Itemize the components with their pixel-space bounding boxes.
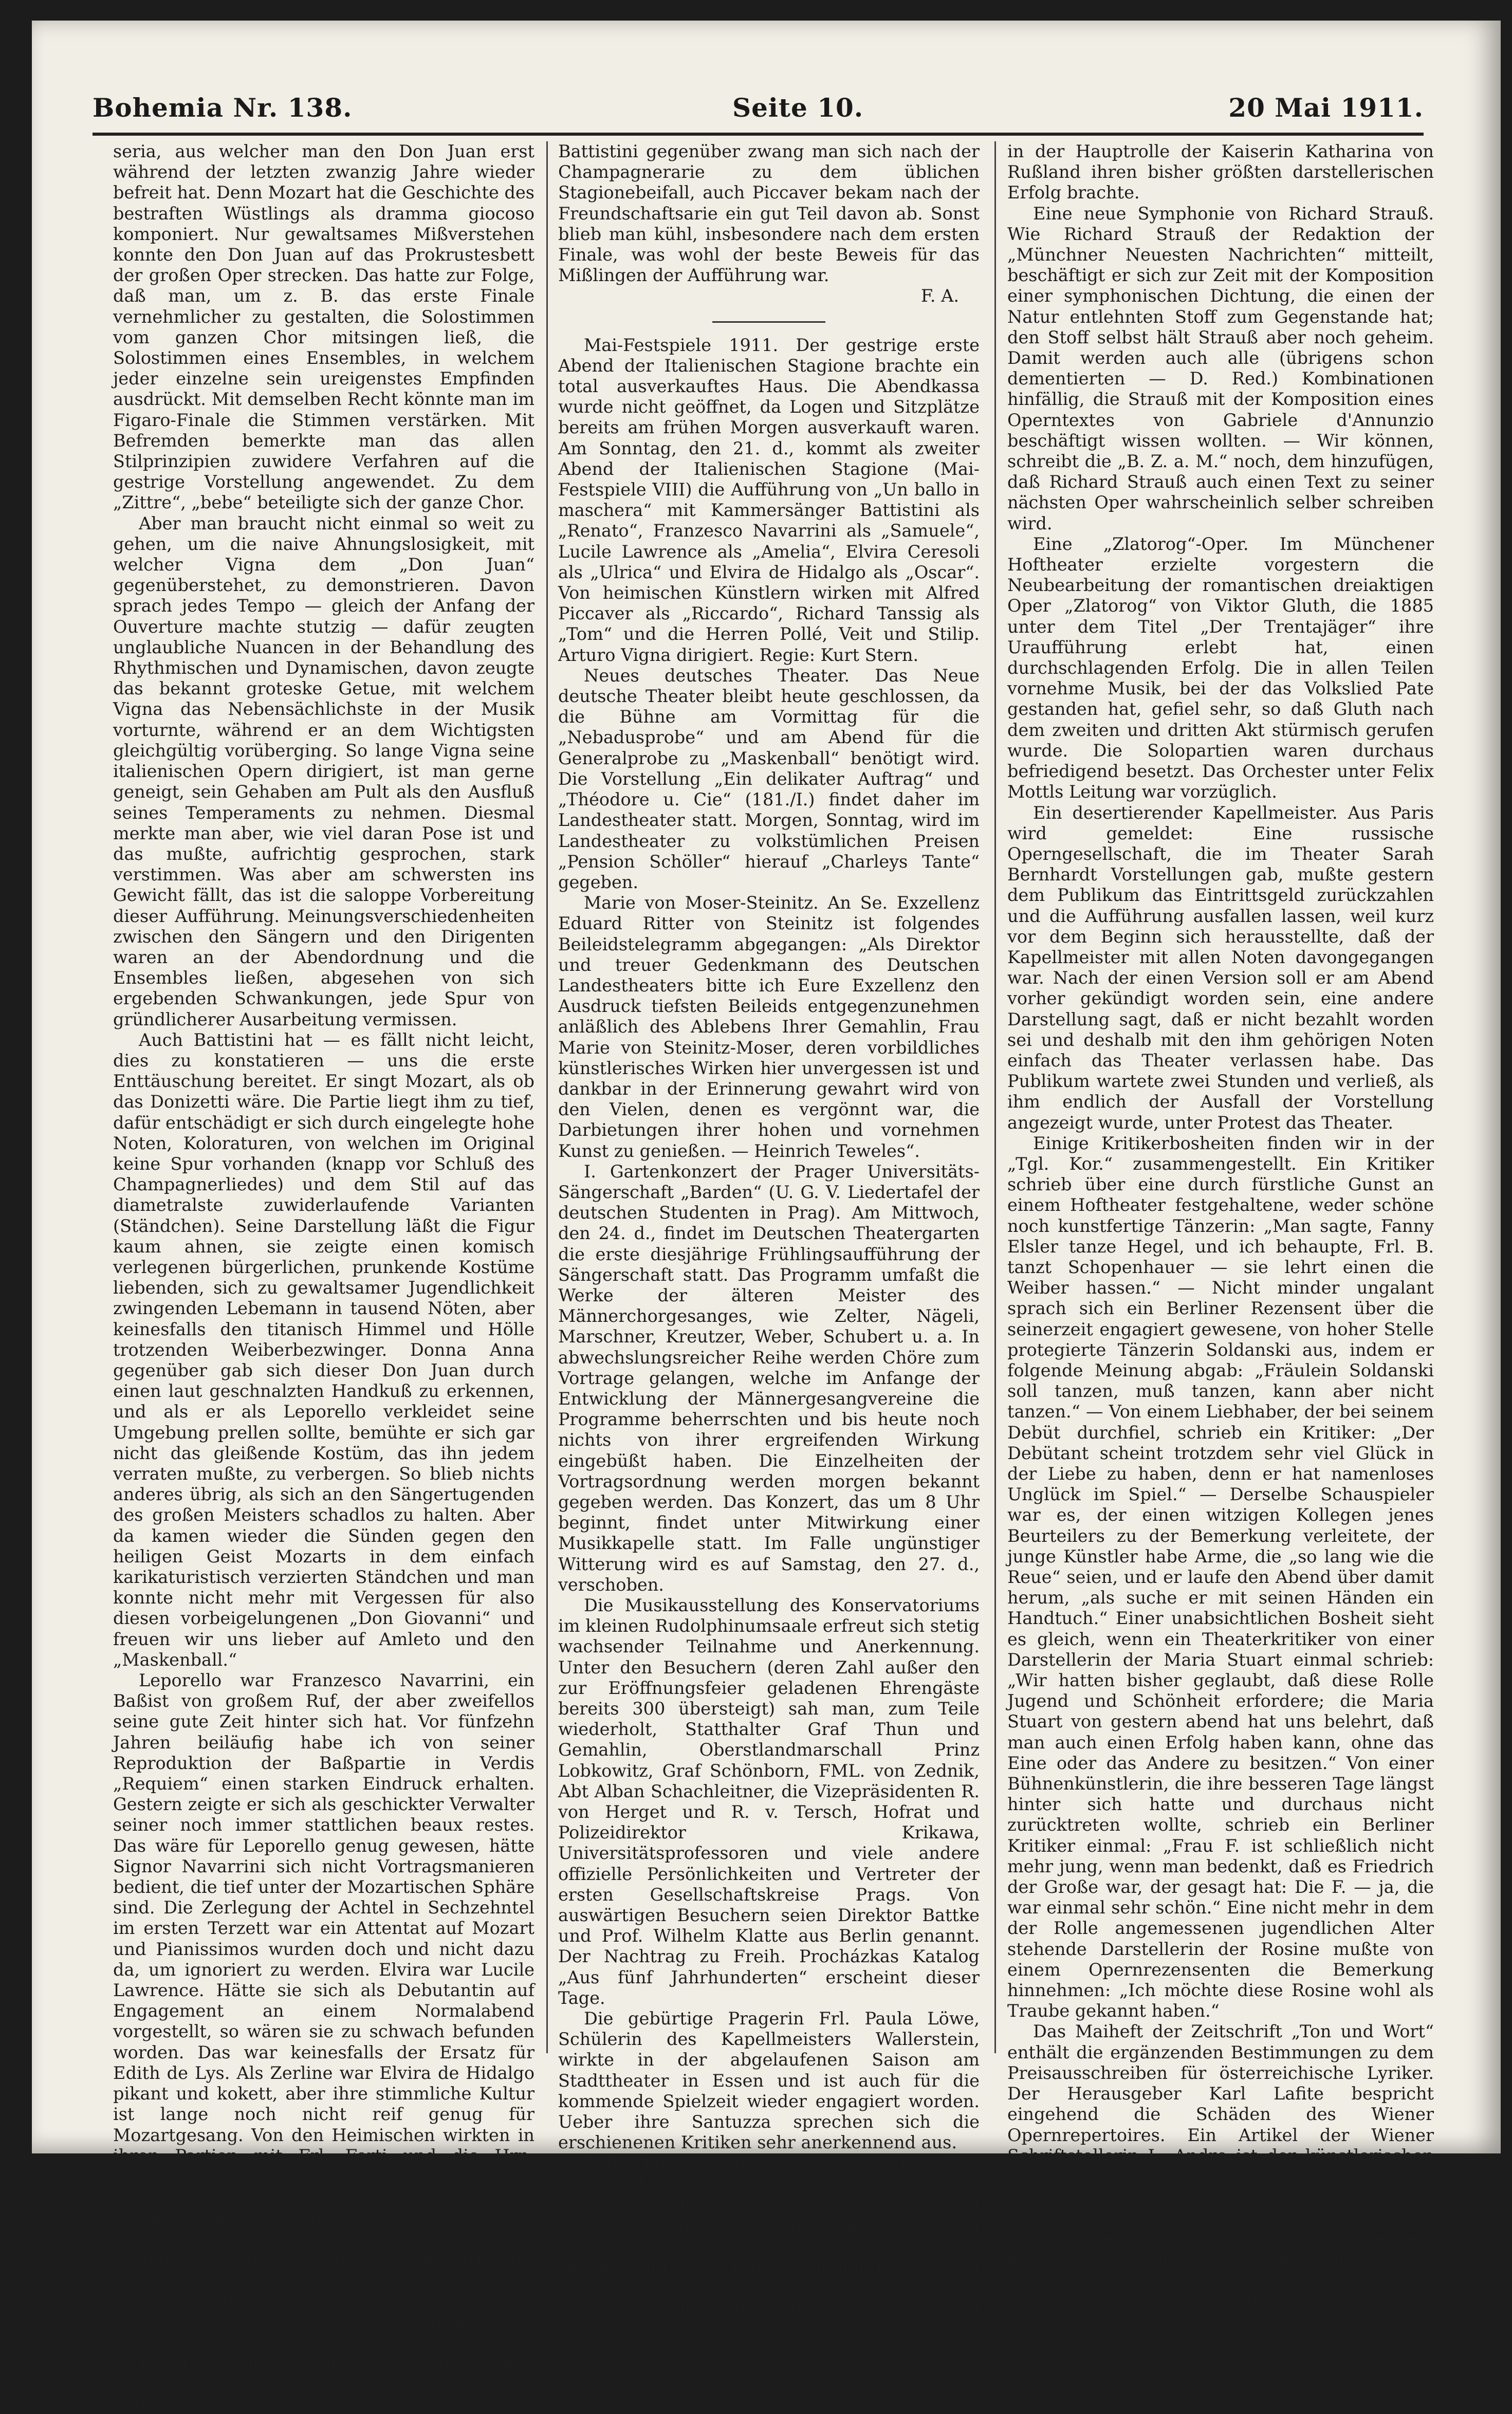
news-item-zlatorog: Eine „Zlatorog“-Oper. Im Münchener Hoftheater erzielte vorgestern die Neubearbeitung der romantischen dreiaktigen Oper „Zlatorog“ von Viktor Gluth, die 1885 unter dem Titel „Der Trentajäger“ ihre Uraufführung erlebt hat, einen durchschlagenden Erfolg. Die in allen Teilen vornehme Musik, bei der das Volkslied Pate gestanden hat, gefiel sehr, so daß Gluth nach dem zweiten und dritten Akt stürmisch gerufen wurde. Die Solopartien waren durchaus befriedigend besetzt. Das Orchester unter Felix Mottls Leitung war vorzüglich.	[1007, 533, 1434, 802]
news-item-moser-steinitz: Marie von Moser-Steinitz. An Se. Exzellenz Eduard Ritter von Steinitz ist folgendes Beileidstelegramm abgegangen: „Als Direktor und treuer Gedenkmann des Deutschen Landestheaters bitte ich Eure Exzellenz den Ausdruck tiefsten Beileids entgegenzunehmen anläßlich des Ablebens Ihrer Gemahlin, Frau Marie von Steinitz-Moser, deren vorbildliches künstlerisches Wirken hier unvergessen ist und dankbar in der Erinnerung gewahrt wird von den Vielen, denen es vergönnt war, die Darbietungen ihrer hohen und vornehmen Kunst zu genießen. — Heinrich Teweles“.	[558, 893, 980, 1161]
article-paragraph: in der Hauptrolle der Kaiserin Katharina von Rußland ihren bisher größten darstellerischen Erfolg brachte.	[1007, 141, 1434, 203]
header-rule	[93, 133, 1424, 136]
news-item-musikausstellung: Die Musikausstellung des Konservatoriums im kleinen Rudolphinumsaale erfreut sich stetig wachsender Teilnahme und Anerkennung. Unter den Besuchern (deren Zahl außer den zur Eröffnungsfeier geladenen Ehrengäste bereits 300 übersteigt) sah man, zum Teile wiederholt, Statthalter Graf Thun und Gemahlin, Oberstlandmarschall Prinz Lobkowitz, Graf Schönborn, FML. von Zednik, Abt Alban Schachleitner, die Vizepräsidenten R. von Herget und R. v. Tersch, Hofrat und Polizeidirektor Krikawa, Universitätsprofessoren und viele andere offizielle Persönlichkeiten und Vertreter der ersten Gesellschaftskreise Prags. Von auswärtigen Besuchern seien Direktor Battke und Prof. Wilhelm Klatte aus Berlin genannt. Der Nachtrag zu Freih. Procházkas Katalog „Aus fünf Jahrhunderten“ erscheint dieser Tage.	[558, 1595, 980, 2008]
article-paragraph: Aber man braucht nicht einmal so weit zu gehen, um die naive Ahnungslosigkeit, mit welcher Vigna dem „Don Juan“ gegenüberstehet, zu demonstrieren. Davon sprach jedes Tempo — gleich der Anfang der Ouverture machte stutzig — dafür zeugten unglaubliche Nuancen in der Behandlung des Rhythmischen und Dynamischen, davon zeugte das bekannt groteske Getue, mit welchem Vigna das Nebensächlichste in der Musik vorturnte, während er an dem Wichtigsten gleichgültig vorüberging. So lange Vigna seine italienischen Opern dirigiert, ist man gerne geneigt, sein Gehaben am Pult als den Ausfluß seines Temperaments zu nehmen. Diesmal merkte man aber, wie viel daran Pose ist und das mußte, aufrichtig gesprochen, stark verstimmen. Was aber am schwersten ins Gewicht fällt, das ist die saloppe Vorbereitung dieser Aufführung. Meinungsverschiedenheiten zwischen den Sängern und den Dirigenten waren an der Abendordnung und die Ensembles ließen, abgesehen von sich ergebenden Schwankungen, jede Spur von gründlicherer Ausarbeitung vermissen.	[113, 513, 534, 1029]
column-divider	[546, 141, 548, 2053]
news-item-paula-loewe: Die gebürtige Pragerin Frl. Paula Löwe, Schülerin des Kapellmeisters Wallerstein, wirkte in der abgelaufenen Saison am Stadttheater in Essen und ist auch für die kommende Spielzeit wieder engagiert worden. Ueber ihre Santuzza sprechen sich die erschienenen Kritiken sehr anerkennend aus.	[558, 2008, 980, 2153]
article-paragraph: Battistini gegenüber zwang man sich nach der Champagnerarie zu dem üblichen Stagionebeifall, auch Piccaver bekam nach der Freundschaftsarie ein gut Teil davon ab. Sonst blieb man kühl, insbesondere nach dem ersten Finale, was wohl der beste Beweis für das Mißlingen der Aufführung war.	[558, 141, 980, 286]
news-item-kritikerbosheiten: Einige Kritikerbosheiten finden wir in der „Tgl. Kor.“ zusammengestellt. Ein Kritiker schrieb über eine durch fürstliche Gunst an einem Hoftheater festgehaltene, weder schöne noch kunstfertige Tänzerin: „Man sagte, Fanny Elsler tanze Hegel, und ich behaupte, Frl. B. tanzt Schopenhauer — sie lehrt einen die Weiber hassen.“ — Nicht minder ungalant sprach sich ein Berliner Rezensent über die seinerzeit engagiert gewesene, von hoher Stelle protegierte Tänzerin Soldanski aus, indem er folgende Meinung abgab: „Fräulein Soldanski soll tanzen, muß tanzen, kann aber nicht tanzen.“ — Von einem Liebhaber, der bei seinem Debüt durchfiel, schrieb ein Kritiker: „Der Debütant scheint trotzdem sehr viel Glück in der Liebe zu haben, denn er hat namenloses Unglück im Spiel.“ — Derselbe Schauspieler war es, der einen witzigen Kollegen jenes Beurteilers zu der Bemerkung verleitete, der junge Künstler habe Arme, die „so lang wie die Reue“ seien, und er laufe den Abend über damit herum, „als suche er mit seinen Händen ein Handtuch.“ Einer unabsichtlichen Bosheit sieht es gleich, wenn ein Theaterkritiker von einer Darstellerin der Maria Stuart einmal schrieb: „Wir hatten bisher geglaubt, daß diese Rolle Jugend und Schönheit erfordere; die Maria Stuart von gestern abend hat uns belehrt, daß man auch einen Erfolg haben kann, ohne das Eine oder das Andere zu besitzen.“ Von einer Bühnenkünstlerin, die ihre besseren Tage längst hinter sich hatte und durchaus nicht zurücktreten wollte, schrieb ein Berliner Kritiker einmal: „Frau F. ist schließlich nicht mehr jung, wenn man bedenkt, daß es Friedrich der Große war, der gesagt hat: Die F. — ja, die war einmal sehr schön.“ Eine nicht mehr in dem der Rolle angemessenen jugendlichen Alter stehende Darstellerin der Rosine mußte von einem Opernrezensenten die Bemerkung hinnehmen: „Ich möchte diese Rosine wohl als Traube gekannt haben.“	[1007, 1133, 1434, 2021]
news-item-festspiele: Mai-Festspiele 1911. Der gestrige erste Abend der Italienischen Stagione brachte ein total ausverkauftes Haus. Die Abendkassa wurde nicht geöffnet, da Logen und Sitzplätze bereits am frühen Morgen ausverkauft waren. Am Sonntag, den 21. d., kommt als zweiter Abend der Italienischen Stagione (Mai-Festspiele VIII) die Aufführung von „Un ballo in maschera“ mit Kammersänger Battistini als „Renato“, Franzesco Navarrini als „Samuele“, Lucile Lawrence als „Amelia“, Elvira Ceresoli als „Ulrica“ und Elvira de Hidalgo als „Oscar“. Von heimischen Künstlern wirken mit Alfred Piccaver als „Riccardo“, Richard Tanssig als „Tom“ und die Herren Pollé, Veit und Stilip. Arturo Vigna dirigiert. Regie: Kurt Stern.	[558, 335, 980, 665]
news-item-theater: Neues deutsches Theater. Das Neue deutsche Theater bleibt heute geschlossen, da die Bühne am Vormittag für die „Nebadusprobe“ und am Abend für die Generalprobe zu „Maskenball“ benötigt wird. Die Vorstellung „Ein delikater Auftrag“ und „Théodore u. Cie“ (181./I.) findet daher im Landestheater statt. Morgen, Sonntag, wird im Landestheater zu volkstümlichen Preisen „Pension Schöller“ hierauf „Charleys Tante“ gegeben.	[558, 665, 980, 892]
news-item-strauss: Eine neue Symphonie von Richard Strauß. Wie Richard Strauß der Redaktion der „Münchner Neuesten Nachrichten“ mitteilt, beschäftigt er sich zur Zeit mit der Komposition einer symphonischen Dichtung, die einen der Natur entlehnten Stoff zum Gegenstande hat; den Stoff selbst hält Strauß aber noch geheim. Damit werden auch alle (übrigens schon dementierten — D. Red.) Kombinationen hinfällig, die Strauß mit der Komposition eines Operntextes von Gabriele d'Annunzio beschäftigt wissen wollten. — Wir können, schreibt die „B. Z. a. M.“ noch, dem hinzufügen, daß Richard Strauß auch einen Text zu seiner nächsten Oper wahrscheinlich selber schreiben wird.	[1007, 203, 1434, 533]
news-item-gartenkonzert: I. Gartenkonzert der Prager Universitäts-Sängerschaft „Barden“ (U. G. V. Liedertafel der deutschen Studenten in Prag). Am Mittwoch, den 24. d., findet im Deutschen Theatergarten die erste diesjährige Frühlingsaufführung der Sängerschaft statt. Das Programm umfaßt die Werke der älteren Meister des Männerchorgesanges, wie Zelter, Nägeli, Marschner, Kreutzer, Weber, Schubert u. a. In abwechslungsreicher Reihe werden Chöre zum Vortrage gelangen, welche im Anfange der Entwicklung der Männergesangvereine die Programme beherrschten und bis heute noch nichts von ihrer ergreifenden Wirkung eingebüßt haben. Die Einzelheiten der Vortragsordnung werden morgen bekannt gegeben werden. Das Konzert, das um 8 Uhr beginnt, findet unter Mitwirkung einer Musikkapelle statt. Im Falle ungünstiger Witterung wird es auf Samstag, den 27. d., verschoben.	[558, 1161, 980, 1595]
author-signature: F. A.	[920, 286, 959, 306]
news-item-ton-und-wort: Das Maiheft der Zeitschrift „Ton und Wort“ enthält die ergänzenden Bestimmungen zu dem Preisausschreiben für österreichische Lyriker. Der Herausgeber Karl Lafite bespricht eingehend die Schäden des Wiener Opernrepertoires. Ein Artikel der Wiener Schriftstellerin L. Andro ist der künstlerischen Persönlichkeit Hubermans gewidmet. Alfred Polgar, Paul Wertheimer, Richard Wengraf, Franz Theodor Csokor, Hugo Wolf, E. v. Filek und andere tragen mit glossierenden, novellistischen und lyrischen Beiträgen in diesem überaus reichhaltigen Heft vertreten. Redaktion und Verwaltung: Wien, 19. B., Hofzeile 27.	[1007, 2021, 1434, 2331]
page-number: Seite 10.	[732, 93, 864, 123]
news-item-kapellmeister: Ein desertierender Kapellmeister. Aus Paris wird gemeldet: Eine russische Operngesellschaft, die im Theater Sarah Bernhardt Vorstellungen gab, mußte gestern dem Publikum das Eintrittsgeld zurückzahlen und die Aufführung ausfallen lassen, weil kurz vor dem Beginn sich herausstellte, daß der Kapellmeister mit allen Noten davongegangen war. Nach der einen Version soll er am Abend vorher gekündigt worden sein, eine andere Darstellung sagt, daß er nicht bezahlt worden sei und deshalb mit den ihm gehörigen Noten einfach das Theater verlassen habe. Das Publikum wartete zwei Stunden und verließ, als ihm endlich der Ausfall der Vorstellung angezeigt wurde, unter Protest das Theater.	[1007, 802, 1434, 1133]
article-paragraph: Auch Battistini hat — es fällt nicht leicht, dies zu konstatieren — uns die erste Enttäuschung bereitet. Er singt Mozart, als ob das Donizetti wäre. Die Partie liegt ihm zu tief, dafür entschädigt er sich durch eingelegte hohe Noten, Koloraturen, von welchen im Original keine Spur vorhanden (knapp vor Schluß des Champagnerliedes) und dem Stil auf das diametralste zuwiderlaufende Varianten (Ständchen). Seine Darstellung läßt die Figur kaum ahnen, sie zeigte einen komisch verlegenen bürgerlichen, prunkende Kostüme liebenden, sich zu gewaltsamer Jugendlichkeit zwingenden Lebemann in tausend Nöten, aber keinesfalls den titanisch Himmel und Hölle trotzenden Weiberbezwinger. Donna Anna gegenüber gab sich dieser Don Juan durch einen laut geschnalzten Handkuß zu erkennen, und als er als Leporello verkleidet seine Umgebung prellen sollte, bemühte er sich gar nicht das gleißende Kostüm, das ihn jedem verraten mußte, zu verbergen. So blieb nichts anderes übrig, als sich an den Sängertugenden des großen Meisters schadlos zu halten. Aber da kamen wieder die Sünden gegen den heiligen Geist Mozarts in dem einfach karikaturistisch verzierten Ständchen und man konnte nicht mehr mit Vergessen für also diesen vorbeigelungenen „Don Giovanni“ und freuen wir uns lieber auf Amleto und den „Maskenball.“	[113, 1029, 534, 1670]
section-rule	[712, 321, 825, 323]
article-paragraph: Das Publikum, das dem Abend mit großen Erwartungen entgegengesehen hatte, war enttäuscht.	[113, 2352, 534, 2414]
masthead-issue: Bohemia Nr. 138.	[93, 93, 353, 123]
issue-date: 20 Mai 1911.	[1228, 93, 1424, 123]
page-header	[93, 77, 1424, 123]
article-paragraph: seria, aus welcher man den Don Juan erst während der letzten zwanzig Jahre wieder befreit hat. Denn Mozart hat die Geschichte des bestraften Wüstlings als dramma giocoso komponiert. Nur gewaltsames Mißverstehen konnte den Don Juan auf das Prokrustesbett der großen Oper strecken. Das hatte zur Folge, daß man, um z. B. das erste Finale vernehmlicher zu gestalten, die Solostimmen vom ganzen Chor mitsingen ließ, die Solostimmen eines Ensembles, in welchem jeder einzelne sein ureigenstes Empfinden ausdrückt. Mit demselben Recht könnte man im Figaro-Finale die Stimmen verstärken. Mit Befremden bemerkte man das allen Stilprinzipien zuwidere Verfahren auf die gestrige Vorstellung angewendet. Zu dem „Zittre“, „bebe“ beteiligte sich der ganze Chor.	[113, 141, 534, 513]
article-paragraph: Leporello war Franzesco Navarrini, ein Baßist von großem Ruf, der aber zweifellos seine gute Zeit hinter sich hat. Vor fünfzehn Jahren beiläufig habe ich von seiner Reproduktion der Baßpartie in Verdis „Requiem“ einen starken Eindruck erhalten. Gestern zeigte er sich als geschickter Verwalter seiner noch immer stattlichen beaux restes. Das wäre für Leporello genug gewesen, hätte Signor Navarrini sich nicht Vortragsmanieren bedient, die tief unter der Mozartischen Sphäre sind. Die Zerlegung der Achtel in Sechzehntel im ersten Terzett war ein Attentat auf Mozart und Pianissimos wurden doch und nicht dazu da, um ignoriert zu werden. Elvira war Lucile Lawrence. Hätte sie sich als Debutantin auf Engagement an einem Normalabend vorgestellt, so wären sie zu schwach befunden worden. Das war keinesfalls der Ersatz für Edith de Lys. Als Zerline war Elvira de Hidalgo pikant und kokett, aber ihre stimmliche Kultur ist lange noch nicht reif genug für Mozartgesang. Von den Heimischen wirkten in ihren Partien mit Frl. Forti und die Hrn. Piccaver, Frank u. Ed. Keiner von ihnen ist fest im Mozartstil aber den Italienern gegenüber erwiesen sie sich als dessen profunde Kenner. Fräulein Forti entschuldigt sich in einem Brief an die Kritik für den Entfall des Briefarie, mit dem Hinweis darauf, daß nach Vignas Ausspruch dieses Stück eine „dramatische Unmöglichkeit“ wäre und weder in Italien noch in Madrid und New-York gesungen werde.	[113, 1670, 534, 2352]
column-divider	[994, 141, 996, 2053]
column-2	[558, 141, 980, 2380]
column-1	[113, 141, 534, 2414]
column-3	[1007, 141, 1434, 2331]
news-item-tilla-durieux: Tilla Durieux, die ihren Vertrag mit Max Reinhardt nicht mehr erneuert hat, wird sich in der kommenden Saison nur Gastspielen und Vorträgen widmen. Die berühmte Künstlerin unternimmt u. a. eine Gastspielreise durch Deutschland und Oesterreich mit dem neuen Versdrama „Spielereien einer Kaiserin“ von Max Dauthendey, das kürzlich in München seine Uraufführung mit durchschlagendem Erfolge am Schauspielhause fand und Tilla Durieux	[558, 2153, 980, 2380]
